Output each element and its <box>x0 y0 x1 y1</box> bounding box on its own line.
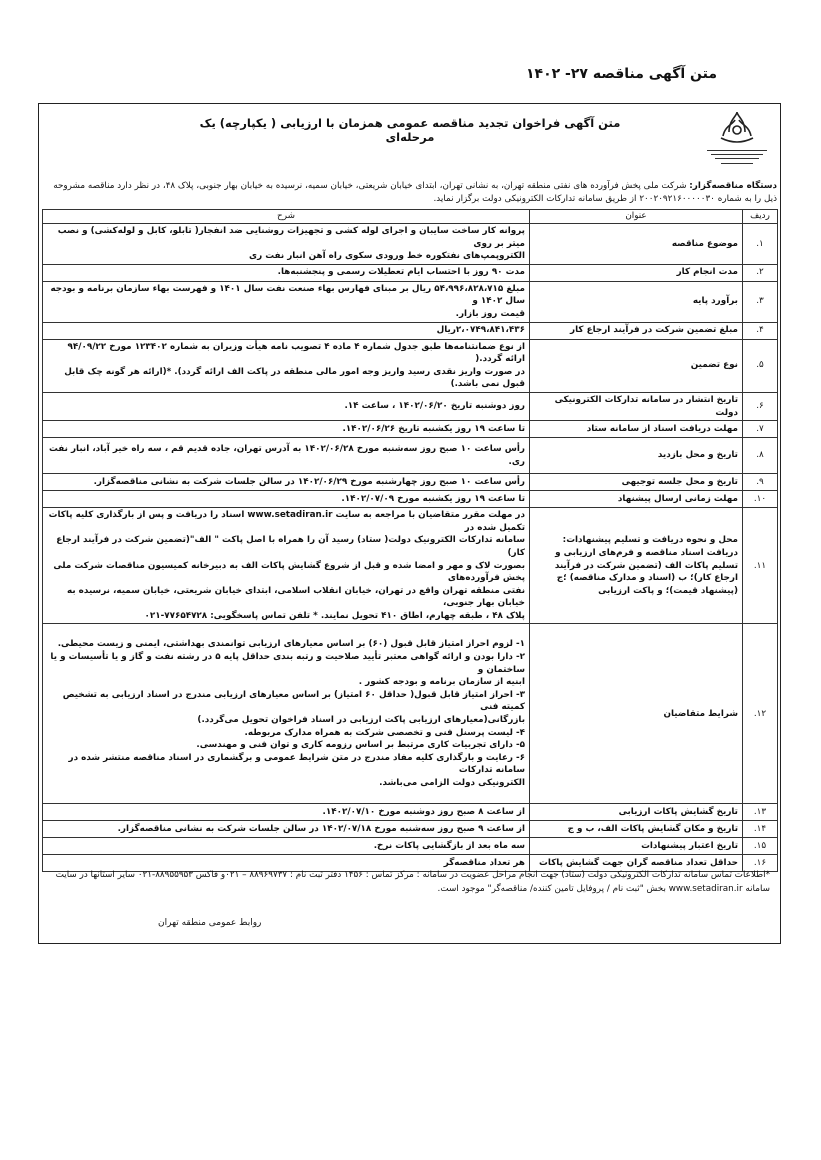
row-description <box>43 281 530 322</box>
description-line: پروانه کار ساخت سایبان و اجرای لوله کشی و تجهیزات روشنایی ضد انفجار( تابلو، کابل و لوله‌کشی) و نصب میتر بر روی <box>57 226 525 249</box>
row-description <box>43 838 530 855</box>
row-number: ۸. <box>743 438 778 474</box>
table-row <box>43 281 778 322</box>
organizer-label: دستگاه مناقصه‌گزار: <box>689 181 777 191</box>
table-row <box>43 491 778 508</box>
description-line: تا ساعت ۱۹ روز یکشنبه مورخ ۱۴۰۲/۰۷/۰۹. <box>341 493 525 504</box>
row-description <box>43 821 530 838</box>
row-number: ۵. <box>743 339 778 392</box>
row-description <box>43 264 530 281</box>
row-title: مهلت زمانی ارسال پیشنهاد <box>530 491 743 508</box>
description-line: رأس ساعت ۱۰ صبح روز چهارشنبه مورخ ۱۴۰۲/۰۶/۲۹ در سالن جلسات شرکت به نشانی مناقصه‌گزار. <box>93 476 525 487</box>
row-number: ۴. <box>743 322 778 339</box>
description-line: ۴- لیست پرسنل فنی و تخصصی شرکت به همراه مدارک مربوطه. <box>244 727 525 738</box>
row-title: مدت انجام کار <box>530 264 743 281</box>
row-number: ۱. <box>743 224 778 265</box>
row-number: ۹. <box>743 474 778 491</box>
description-line: هر تعداد مناقصه‌گر <box>443 858 525 869</box>
description-line: ۳- احراز امتیاز قابل قبول( حداقل ۶۰ امتیاز) بر اساس معیارهای ارزیابی مندرج در اسناد ارزیابی به تشخیص کمیته فنی <box>62 689 525 713</box>
table-row <box>43 264 778 281</box>
description-line: قیمت روز بازار. <box>455 308 525 319</box>
row-title: مبلغ تضمین شرکت در فرآیند ارجاع کار <box>530 322 743 339</box>
header-title: عنوان <box>530 210 743 224</box>
row-number: ۱۲. <box>743 624 778 804</box>
description-line: از ساعت ۸ صبح روز دوشنبه مورخ ۱۴۰۲/۰۷/۱۰. <box>322 807 525 818</box>
table-row <box>43 804 778 821</box>
row-title: مهلت دریافت اسناد از سامانه ستاد <box>530 421 743 438</box>
description-line: بازرگانی(معیارهای ارزیابی پاکت ارزیابی در اسناد فراخوان تحویل می‌گردد.) <box>197 714 525 725</box>
table-row <box>43 821 778 838</box>
description-line: ۲،۰۷۴۹،۸۴۱،۴۳۶ریال <box>436 325 525 336</box>
signature: روابط عمومی منطقه تهران <box>158 918 262 928</box>
notice-heading: متن آگهی فراخوان تجدید مناقصه عمومی همزمان با ارزیابی ( یکپارچه) یک مرحله‌ای <box>199 116 621 144</box>
description-line: در مهلت مقرر متقاضیان با مراجعه به سایت www.setadiran.ir اسناد را دریافت و پس از بارگذاری کلیه پاکات تکمیل شده در <box>48 510 525 533</box>
row-number: ۳. <box>743 281 778 322</box>
organizer-text: شرکت ملی پخش فرآورده های نفتی منطقه تهران، به نشانی تهران، ابتدای خیابان شریعتی، خیابان سمیه، نرسیده به خیابان بهار جنوبی، پلاک ۴۸، در نظر دارد مناقصه مشروحه ذیل را به شماره ۲۰۰۲۰۹۲۱۶۰۰۰۰۰۳۰ از طریق سامانه تدارکات الکترونیکی دولت برگزار نماید. <box>53 181 777 204</box>
row-title: تاریخ گشایش پاکات ارزیابی <box>530 804 743 821</box>
description-line: ۱- لزوم احراز امتیاز قابل قبول (۶۰) بر اساس معیارهای ارزیابی توانمندی بهداشتی، ایمنی و زیست محیطی. <box>57 639 525 650</box>
row-description <box>43 491 530 508</box>
table-header-row <box>43 210 778 224</box>
row-title: حداقل تعداد مناقصه گران جهت گشایش پاکات <box>530 855 743 872</box>
row-description <box>43 421 530 438</box>
row-description <box>43 224 530 265</box>
description-line: مدت ۹۰ روز با احتساب ایام تعطیلات رسمی و پنجشنبه‌ها. <box>277 267 525 278</box>
description-line: ابنیه از سازمان برنامه و بودجه کشور . <box>358 677 525 688</box>
row-number: ۱۰. <box>743 491 778 508</box>
row-description <box>43 438 530 474</box>
description-line: ۶- رعایت و بارگذاری کلیه مفاد مندرج در متن شرایط عمومی و برگشماری در اسناد مناقصه منتشر شده در سامانه تدارکات <box>68 752 525 776</box>
description-line: الکترونیکی دولت الزامی می‌باشد. <box>379 777 525 788</box>
row-title: برآورد پایه <box>530 281 743 322</box>
table-row <box>43 838 778 855</box>
description-line: الکتروپمپ‌های نفتکوره خط ورودی سکوی راه آهن انبار نفت ری <box>249 251 525 262</box>
row-number: ۶. <box>743 392 778 420</box>
row-number: ۱۶. <box>743 855 778 872</box>
table-row <box>43 392 778 420</box>
table-row <box>43 224 778 265</box>
row-title: تاریخ و مکان گشایش پاکات الف، ب و ج <box>530 821 743 838</box>
description-line: تا ساعت ۱۹ روز یکشنبه تاریخ ۱۴۰۲/۰۶/۲۶. <box>342 423 525 434</box>
description-line: مبلغ ۵۴،۹۹۶،۸۲۸،۷۱۵ ریال بر مبنای فهارس بهاء صنعت نفت سال ۱۴۰۱ و فهرست بهاء سازمان برنامه و بودجه سال ۱۴۰۲ و <box>50 283 525 307</box>
description-line: از نوع ضمانتنامه‌ها طبق جدول شماره ۴ ماده ۴ تصویب نامه هیأت وزیران به شماره ۱۲۳۴۰۲ مورخ ۹۴/۰۹/۲۲ ارائه گردد.( <box>67 341 525 365</box>
description-line: در صورت واریز نقدی رسید واریز وجه امور مالی منطقه در پاکت الف ارائه گردد). *(ارائه هر گونه چک قابل قبول نمی باشد.) <box>64 366 525 390</box>
row-title: تاریخ انتشار در سامانه تدارکات الکترونیکی دولت <box>530 392 743 420</box>
row-title: محل و نحوه دریافت و تسلیم پیشنهادات: دریافت اسناد مناقصه و فرم‌های ارزیابی و تسلیم پاکات الف (تضمین شرکت در فرآیند ارجاع کار)؛ ب (اسناد و مدارک مناقصه) ؛ج (پیشنهاد قیمت)؛ و پاکت ارزیابی <box>530 508 743 624</box>
description-line: سامانه تدارکات الکترونیک دولت( ستاد) رسید آن را همراه با اصل پاکت " الف"(تضمین شرکت در فرآیند ارجاع کار) <box>56 535 525 558</box>
row-number: ۲. <box>743 264 778 281</box>
table-body <box>43 224 778 872</box>
row-number: ۱۴. <box>743 821 778 838</box>
header-description: شرح <box>43 210 530 224</box>
table-row <box>43 474 778 491</box>
description-line: ۲- دارا بودن و ارائه گواهی معتبر تأیید صلاحیت و رتبه بندی حداقل پایه ۵ در رشته نفت و گاز و یا تأسیسات و یا ساختمان و <box>50 652 525 675</box>
table-row <box>43 508 778 624</box>
description-line: بصورت لاک و مهر و امضا شده و قبل از شروع گشایش پاکات الف به دبیرخانه کمیسیون مناقصات شرکت ملی پخش فرآورده‌های <box>53 560 525 584</box>
row-number: ۱۱. <box>743 508 778 624</box>
row-title: موضوع مناقصه <box>530 224 743 265</box>
table-row <box>43 438 778 474</box>
description-line: روز دوشنبه تاریخ ۱۴۰۲/۰۶/۲۰ ، ساعت ۱۴. <box>344 401 525 412</box>
header-row-number: ردیف <box>743 210 778 224</box>
company-logo-icon <box>699 110 775 172</box>
footer-contact-info: *اطلاعات تماس سامانه تدارکات الکترونیکی دولت (ستاد) جهت انجام مراحل عضویت در سامانه : مرکز تماس : ۱۴۵۶ دفتر ثبت نام : ۸۸۹۶۹۷۳۷ – ۰۲۱و فاکس ۸۸۹۵۵۹۵۳-۰۲۱ سایر استانها در سایت سامانه www.setadiran.ir بخش "ثبت نام / پروفایل تامین کننده/ مناقصه‌گر" موجود است. <box>55 870 770 894</box>
organizer-paragraph <box>44 180 777 206</box>
row-description <box>43 392 530 420</box>
table-row <box>43 421 778 438</box>
row-number: ۷. <box>743 421 778 438</box>
row-description <box>43 322 530 339</box>
row-description <box>43 474 530 491</box>
row-description <box>43 339 530 392</box>
row-title: نوع تضمین <box>530 339 743 392</box>
description-line: نفتی منطقه تهران واقع در تهران، خیابان انقلاب اسلامی، ابتدای خیابان شریعتی، خیابان سمیه، نرسیده به خیابان بهار جنوبی، <box>66 585 525 609</box>
description-line: از ساعت ۹ صبح روز سه‌شنبه مورخ ۱۴۰۲/۰۷/۱۸ در سالن جلسات شرکت به نشانی مناقصه‌گزار. <box>117 824 525 835</box>
table-row <box>43 624 778 804</box>
document-title: متن آگهی مناقصه ۲۷- ۱۴۰۲ <box>525 66 717 82</box>
description-line: سه ماه بعد از بازگشایی پاکات نرخ. <box>373 841 525 852</box>
row-description <box>43 624 530 804</box>
row-description <box>43 508 530 624</box>
tender-details-table <box>42 209 778 872</box>
row-description <box>43 804 530 821</box>
row-number: ۱۳. <box>743 804 778 821</box>
row-title: تاریخ اعتبار پیشنهادات <box>530 838 743 855</box>
description-line: رأس ساعت ۱۰ صبح روز سه‌شنبه مورخ ۱۴۰۲/۰۶/۲۸ به آدرس تهران، جاده قدیم قم ، سه راه خیر آباد، انبار نفت ری. <box>48 444 525 467</box>
description-line: ۵- دارای تجربیات کاری مرتبط بر اساس رزومه کاری و توان فنی و مهندسی. <box>196 740 525 751</box>
row-title: شرایط متقاضیان <box>530 624 743 804</box>
row-title: تاریخ و محل جلسه توجیهی <box>530 474 743 491</box>
table-row <box>43 339 778 392</box>
description-line: پلاک ۴۸ ، طبقه چهارم، اطاق ۴۱۰ تحویل نمایند. * تلفن تماس پاسخگویی: ۷۷۶۵۴۷۲۸-۰۲۱ <box>144 610 525 621</box>
row-title: تاریخ و محل بازدید <box>530 438 743 474</box>
row-number: ۱۵. <box>743 838 778 855</box>
table-row <box>43 322 778 339</box>
